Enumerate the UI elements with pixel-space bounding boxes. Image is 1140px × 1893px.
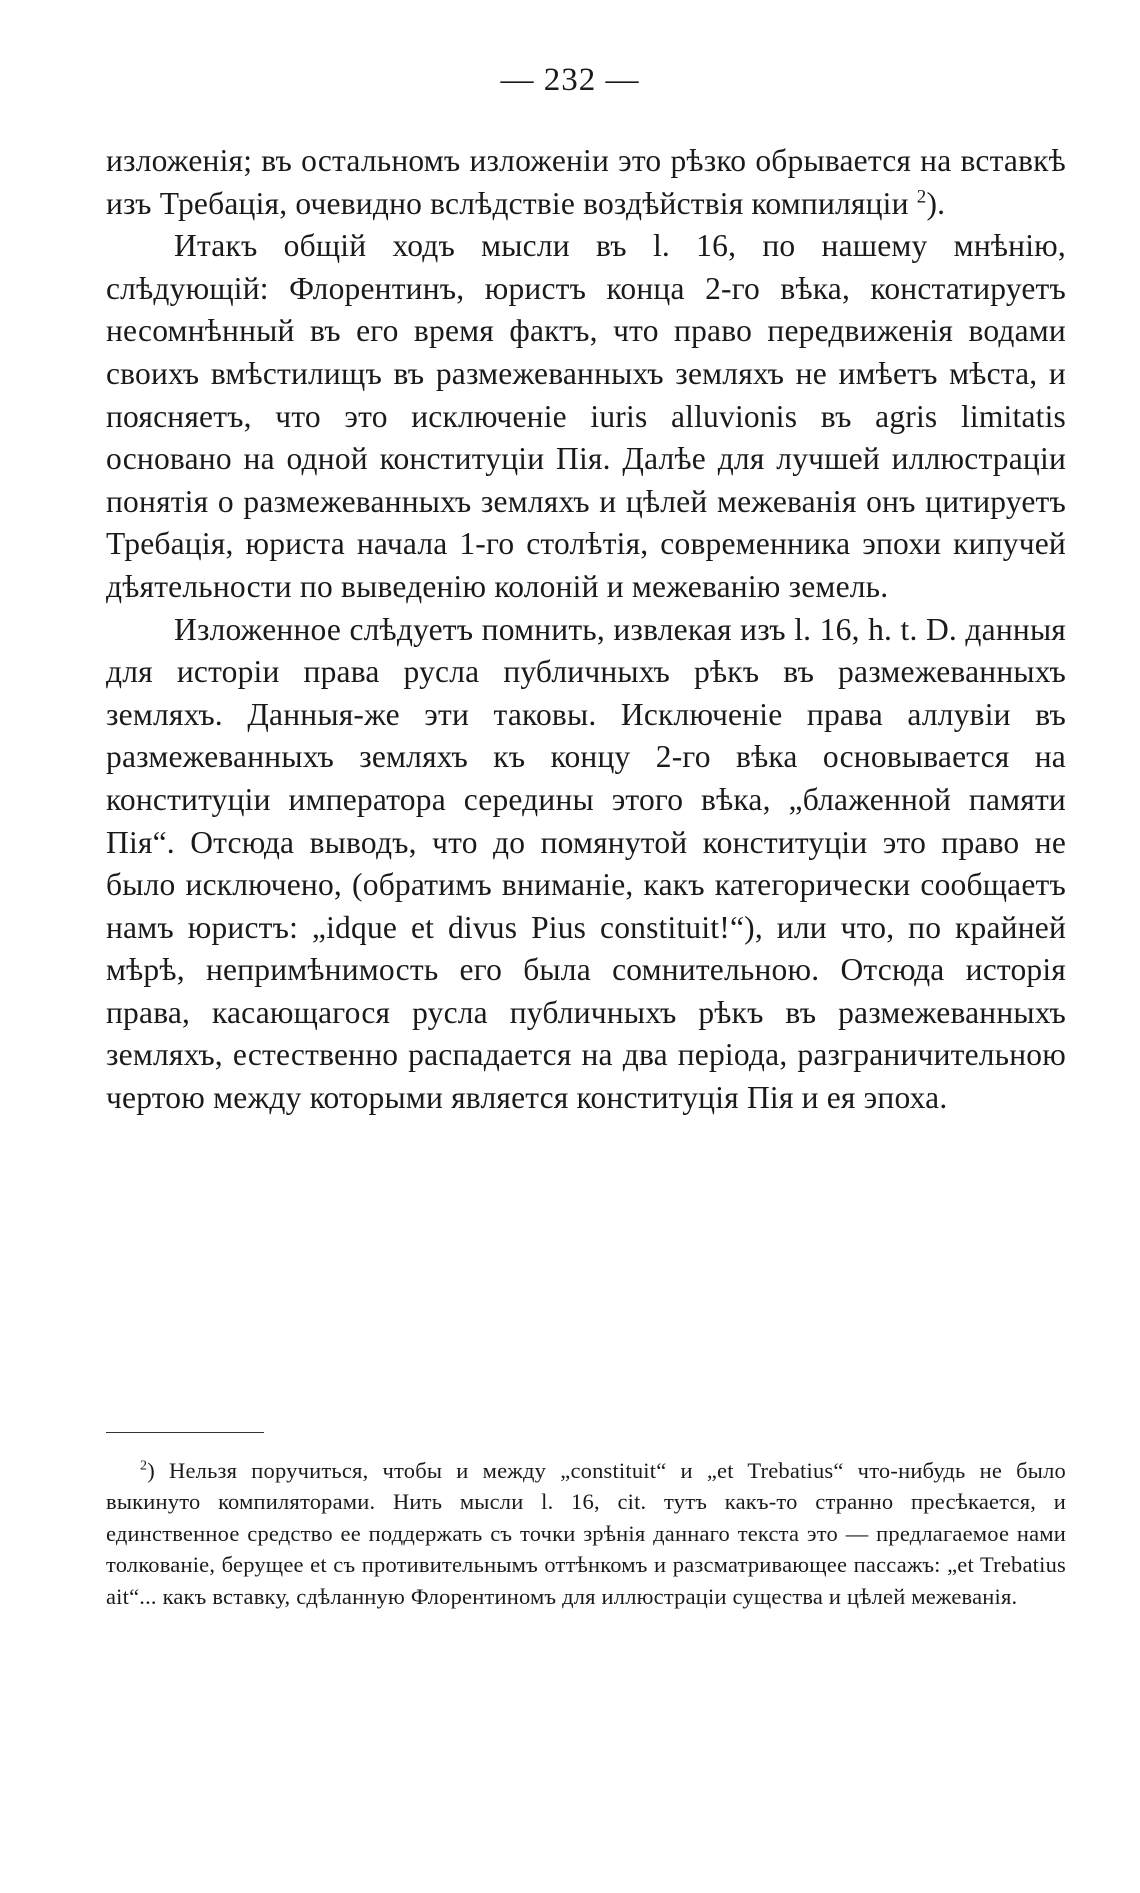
paragraph-2: Итакъ общій ходъ мысли въ l. 16, по нашему мнѣнію, слѣдующій: Флорентинъ, юристъ конца 2-го вѣка, констатируетъ несомнѣнный въ его время фактъ, что право передвиженія водами своихъ вмѣстилищъ въ размежеванныхъ земляхъ не имѣетъ мѣста, и поясняетъ, что это исключеніе iuris alluvionis въ agris limitatis основано на одной конституціи Пія. Далѣе для лучшей иллюстраціи понятія о размежеванныхъ земляхъ и цѣлей межеванія онъ цитируетъ Требація, юриста начала 1-го столѣтія, современника эпохи кипучей дѣятельности по выведенію колоній и межеванію земель. bbox=[106, 228, 1066, 604]
footnote bbox=[106, 1455, 1066, 1612]
paragraph-1-text: изложенія; въ остальномъ изложеніи это рѣзко обрывается на вставкѣ изъ Требація, очевидно вслѣдствіе воздѣйствія компиляціи bbox=[106, 143, 1066, 221]
footnote-reference: 2 bbox=[916, 186, 927, 208]
footnote-text: ) Нельзя поручиться, чтобы и между „constituit“ и „et Trebatius“ что-нибудь не было выкинуто компиляторами. Нить мысли l. 16, cit. тутъ какъ-то странно пресѣкается, и единственное средство ее поддержать съ точки зрѣнія даннаго текста это — предлагаемое нами толкованіе, берущее et съ противительнымъ оттѣнкомъ и разсматривающее пассажъ: „et Trebatius ait“... какъ вставку, сдѣланную Флорентиномъ для иллюстраціи существа и цѣлей межеванія. bbox=[106, 1458, 1066, 1609]
footnote-marker: 2 bbox=[140, 1458, 148, 1474]
footnote-divider bbox=[106, 1432, 264, 1433]
paragraph-3: Изложенное слѣдуетъ помнить, извлекая изъ l. 16, h. t. D. данныя для исторіи права русла публичныхъ рѣкъ въ размежеванныхъ земляхъ. Данныя-же эти таковы. Исключеніе права аллувіи въ размежеванныхъ земляхъ къ концу 2-го вѣка основывается на конституціи императора середины этого вѣка, „блаженной памяти Пія“. Отсюда выводъ, что до помянутой конституціи это право не было исключено, (обратимъ вниманіе, какъ категорически сообщаетъ намъ юристъ: „idque et divus Pius constituit!“), или что, по крайней мѣрѣ, непримѣнимость его была сомнительною. Отсюда исторія права, касающагося русла публичныхъ рѣкъ въ размежеванныхъ земляхъ, естественно распадается на два періода, разграничительною чертою между которыми является конституція Пія и ея эпоха. bbox=[106, 611, 1066, 1116]
paragraph-1-end: ). bbox=[926, 185, 946, 221]
paragraph-continuation bbox=[106, 140, 1066, 225]
page-number: — 232 — bbox=[500, 62, 640, 98]
main-text bbox=[106, 140, 1066, 1120]
